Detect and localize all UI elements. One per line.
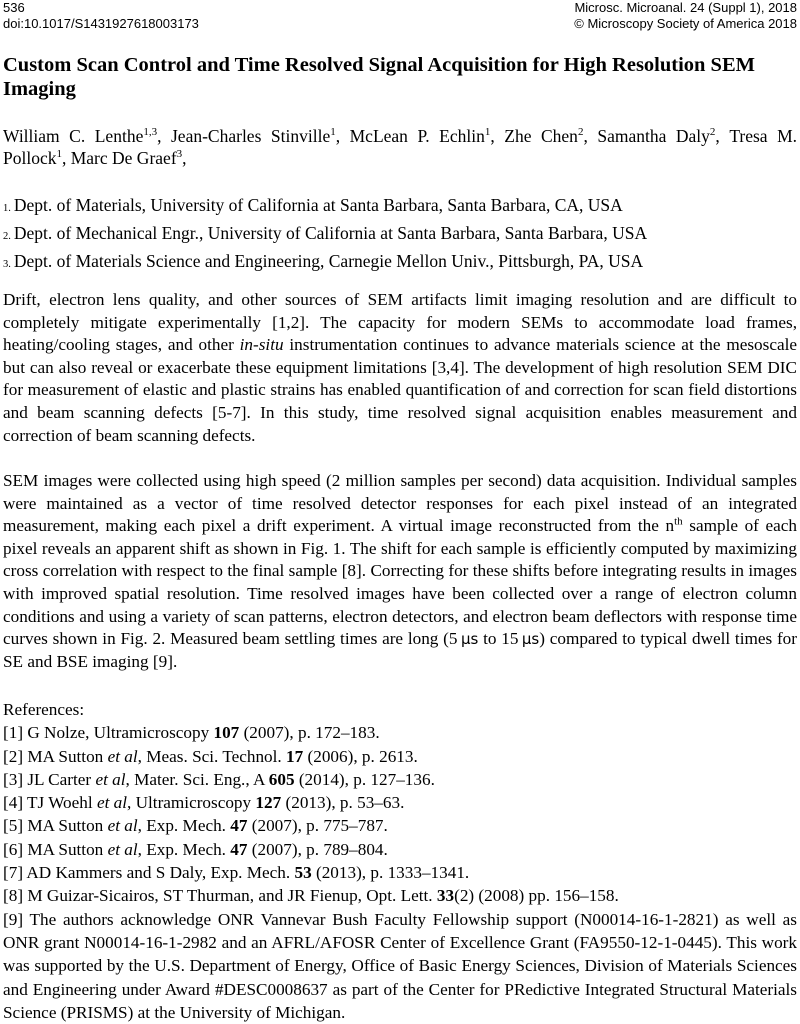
journal-citation: Microsc. Microanal. 24 (Suppl 1), 2018 xyxy=(574,0,797,15)
affiliation: 1. Dept. of Materials, University of California at Santa Barbara, Santa Barbara, CA, USA xyxy=(3,195,623,215)
paper-title: Custom Scan Control and Time Resolved Signal Acquisition for High Resolution SEM Imaging xyxy=(3,54,755,100)
affiliation: 3. Dept. of Materials Science and Engineering, Carnegie Mellon Univ., Pittsburgh, PA, USA xyxy=(3,251,644,271)
copyright-notice: © Microscopy Society of America 2018 xyxy=(574,16,797,31)
author: William C. Lenthe$^{1,3}$, xyxy=(3,126,171,146)
reference-item: [1] G Nolze, Ultramicroscopy 107 (2007), p. 172–183. xyxy=(3,723,380,743)
author: Pollock$^1$, xyxy=(3,148,71,168)
references-heading: References: xyxy=(3,700,85,719)
author: Jean-Charles Stinville$^1$, xyxy=(171,126,350,146)
references-section xyxy=(3,698,797,1024)
body-paragraph-1: Drift, electron lens quality, and other sources of SEM artifacts limit imaging resolution and are difficult to completely mitigate experimentally [1,2]. The capacity for modern SEMs to accommodate load frames, heating/cooling stages, and other in-situ instrumentation continues to advance materials science at the mesoscale but can also reveal or exacerbate these equipment limitations [3,4]. The development of high resolution SEM DIC for measurement of elastic and plastic strains has enabled quantification of and correction for scan field distortions and beam scanning defects [5-7]. In this study, time resolved signal acquisition enables measurement and correction of beam scanning defects. xyxy=(3,290,797,445)
author-list: William C. Lenthe$^{1,3}$, Jean-Charles Stinville$^1$, McLean P. Echlin$^1$, Zhe Chen$^2$, Samantha Daly$^2$, Tresa M. Pollock$^1$, Marc De Graef$^3$, xyxy=(3,126,798,168)
affiliation-list xyxy=(3,193,797,277)
page-number: 536 xyxy=(3,0,25,15)
author: Samantha Daly$^2$, xyxy=(597,126,730,146)
author: Zhe Chen$^2$, xyxy=(504,126,598,146)
reference-item: [9] The authors acknowledge ONR Vannevar Bush Faculty Fellowship support (N00014-16-1-2821) as well as ONR grant N00014-16-1-2982 and an AFRL/AFOSR Center of Excellence Grant (FA9550-12-1-0445). This work was supported by the U.S. Department of Energy, Office of Basic Energy Sciences, Division of Materials Sciences and Engineering under Award #DESC0008637 as part of the Center for PRedictive Integrated Structural Materials Science (PRISMS) at the University of Michigan. xyxy=(3,909,797,1022)
reference-item: [3] JL Carter et al, Mater. Sci. Eng., A 605 (2014), p. 127–136. xyxy=(3,769,435,789)
doi-link[interactable]: doi:10.1017/S1431927618003173 xyxy=(3,16,199,31)
reference-item: [6] MA Sutton et al, Exp. Mech. 47 (2007), p. 789–804. xyxy=(3,839,388,859)
reference-item: [4] TJ Woehl et al, Ultramicroscopy 127 (2013), p. 53–63. xyxy=(3,793,405,813)
page-header xyxy=(3,0,797,32)
reference-item: [2] MA Sutton et al, Meas. Sci. Technol. 17 (2006), p. 2613. xyxy=(3,746,418,766)
reference-item: [5] MA Sutton et al, Exp. Mech. 47 (2007), p. 775–787. xyxy=(3,816,388,836)
reference-item: [8] M Guizar-Sicairos, ST Thurman, and JR Fienup, Opt. Lett. 33(2) (2008) pp. 156–158. xyxy=(3,886,619,906)
author: Marc De Graef$^3$, xyxy=(70,148,187,168)
reference-item: [7] AD Kammers and S Daly, Exp. Mech. 53 (2013), p. 1333–1341. xyxy=(3,863,470,883)
author: McLean P. Echlin$^1$, xyxy=(349,126,505,146)
body-paragraph-2: SEM images were collected using high speed (2 million samples per second) data acquisition. Individual samples were maintained as a vector of time resolved detector responses for each pixel instead of an integrated measurement, making each pixel a drift experiment. A virtual image reconstructed from the $n^{th}$ sample of each pixel reveals an apparent shift as shown in Fig. 1. The shift for each sample is efficiently computed by maximizing cross correlation with respect to the final sample [8]. Correcting for these shifts before integrating results in images with improved spatial resolution. Time resolved images have been collected over a range of electron column conditions and using a variety of scan patterns, electron detectors, and electron beam deflectors with response time curves shown in Fig. 2. Measured beam settling times are long (5 µs to 15 µs) compared to typical dwell times for SE and BSE imaging [9]. xyxy=(3,471,797,671)
affiliation: 2. Dept. of Mechanical Engr., University of California at Santa Barbara, Santa Barbara, USA xyxy=(3,223,648,243)
